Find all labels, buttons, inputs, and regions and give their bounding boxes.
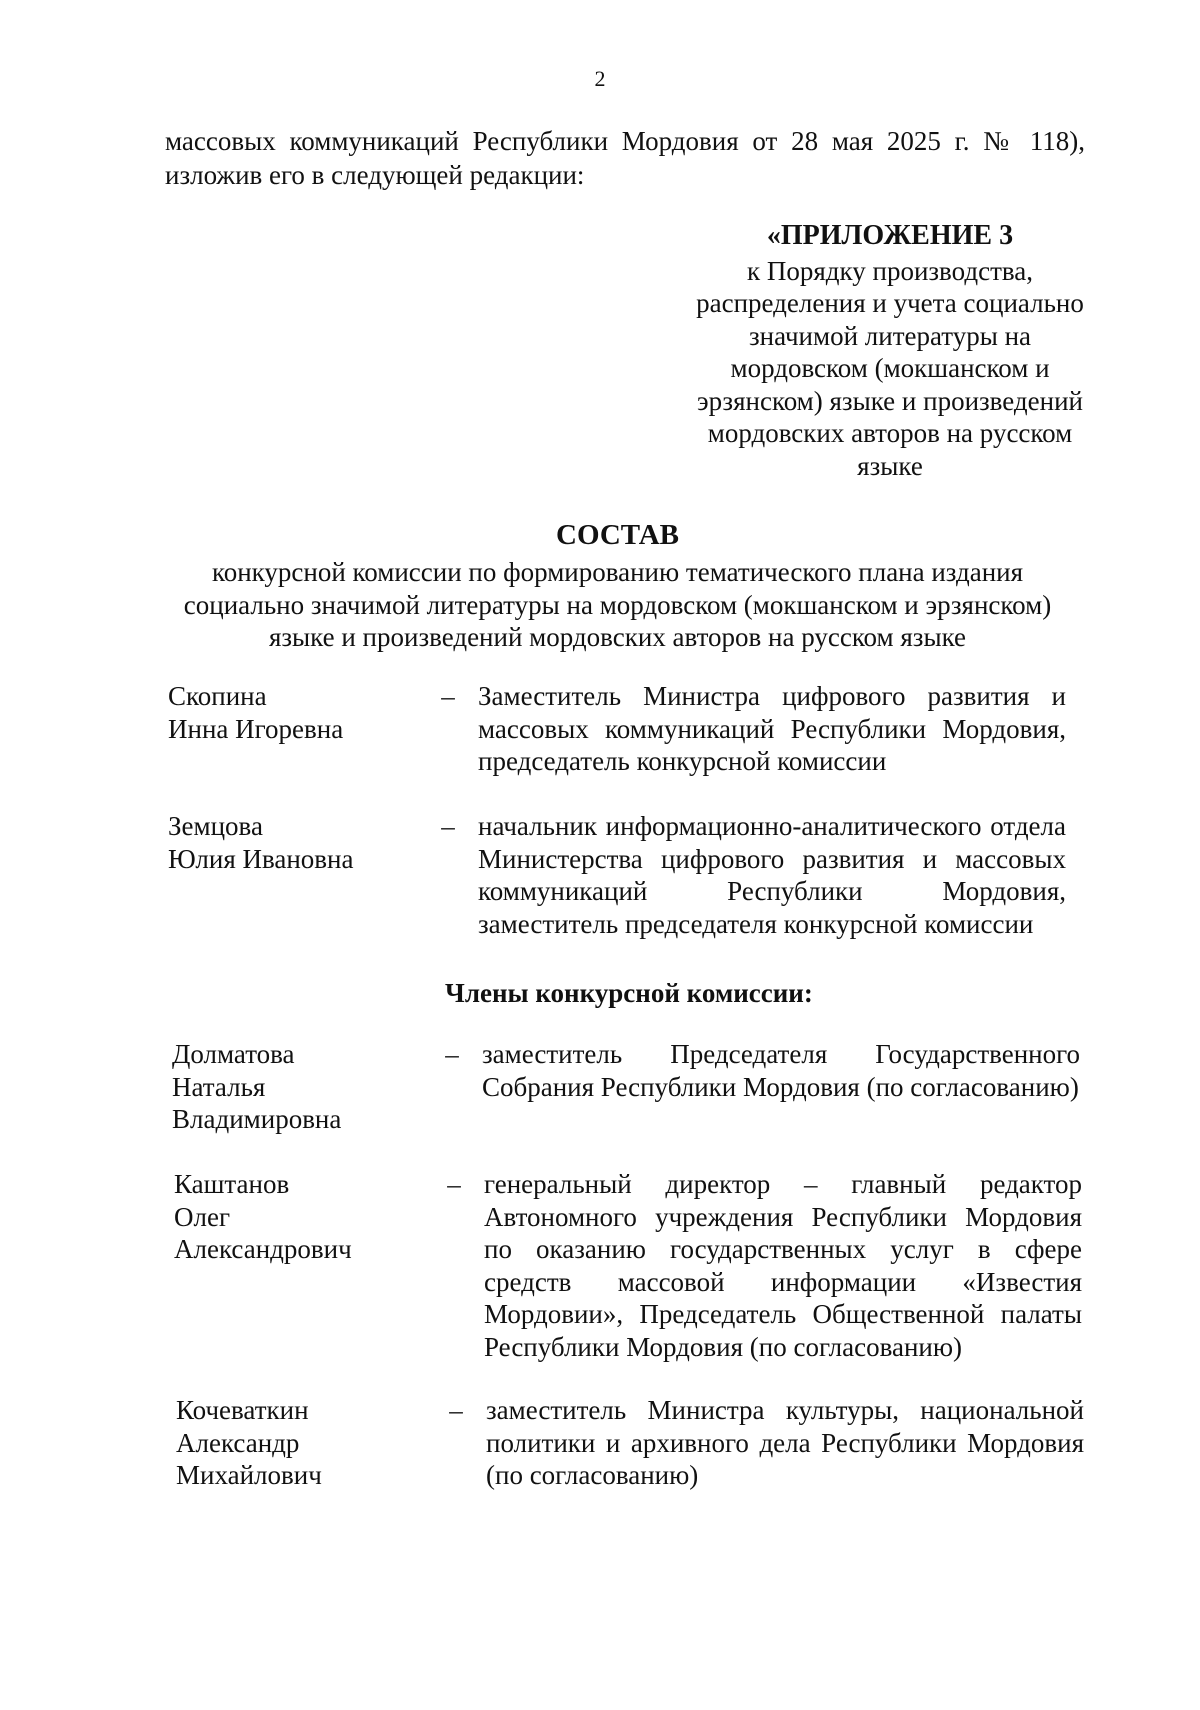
member-given-name: Олег <box>174 1201 231 1232</box>
member-surname: Долматова <box>172 1039 295 1069</box>
member-surname: Кочеваткин <box>176 1395 309 1425</box>
member-dash: – <box>445 1039 459 1069</box>
annex-line: мордовских авторов на русском <box>707 418 1073 448</box>
page-number: 2 <box>594 66 606 91</box>
composition-header <box>150 516 1085 654</box>
member-patronymic: Владимировна <box>172 1104 342 1134</box>
member-role: Заместитель Министра цифрового развития и массовых коммуникаций Республики Мордовия, председатель конкурсной комиссии <box>478 681 1066 776</box>
member-given-name: Александр <box>176 1427 300 1458</box>
member-dash: – <box>449 1395 463 1425</box>
annex-line: эрзянском) языке и произведений <box>697 385 1083 416</box>
composition-subtitle-line: конкурсной комиссии по формированию тематического плана издания <box>211 557 1024 587</box>
member-surname: Земцова <box>168 811 263 841</box>
member-name <box>168 810 408 875</box>
member-dash: – <box>441 681 455 711</box>
member-name <box>168 680 408 745</box>
annex-header <box>680 220 1100 482</box>
composition-subtitle-line: социально значимой литературы на мордовском (мокшанском и эрзянском) <box>183 589 1052 620</box>
annex-line: мордовском (мокшанском и <box>730 353 1050 383</box>
annex-line: значимой литературы на <box>748 320 1032 351</box>
member-patronymic: Михайлович <box>176 1460 322 1490</box>
member-role: начальник информационно-аналитического отдела Министерства цифрового развития и массовых коммуникаций Республики Мордовия, заместитель председателя конкурсной комиссии <box>478 811 1066 939</box>
member-role: заместитель Председателя Государственного Собрания Республики Мордовия (по согласованию) <box>482 1039 1080 1102</box>
member-name <box>176 1394 416 1492</box>
member-patronymic: Александрович <box>174 1234 352 1264</box>
composition-subtitle-line: языке и произведений мордовских авторов на русском языке <box>268 622 967 652</box>
member-name <box>174 1168 414 1266</box>
member-given-name: Наталья <box>172 1071 266 1102</box>
member-surname: Скопина <box>168 681 267 711</box>
composition-title: СОСТАВ <box>556 519 679 551</box>
intro-line: массовых коммуникаций Республики Мордовия от 28 мая 2025 г. № 118), <box>165 126 1085 156</box>
annex-title: «ПРИЛОЖЕНИЕ 3 <box>766 220 1014 251</box>
annex-line: языке <box>857 450 923 481</box>
intro-line: изложив его в следующей редакции: <box>165 160 585 190</box>
member-surname: Каштанов <box>174 1169 290 1199</box>
members-heading: Члены конкурсной комиссии: <box>445 978 813 1008</box>
annex-line: распределения и учета социально <box>696 288 1084 318</box>
member-given-name: Юлия Ивановна <box>168 843 354 874</box>
member-name <box>172 1038 412 1136</box>
member-dash: – <box>441 811 455 841</box>
member-role: генеральный директор – главный редактор Автономного учреждения Республики Мордовия по оказанию государственных услуг в сфере средств массовой информации «Известия Мордовии», Председатель Общественной палаты Республики Мордовия (по согласованию) <box>484 1169 1082 1362</box>
member-dash: – <box>447 1169 461 1199</box>
member-given-name: Инна Игоревна <box>168 713 344 744</box>
annex-line: к Порядку производства, <box>746 255 1033 286</box>
member-role: заместитель Министра культуры, национальной политики и архивного дела Республики Мордовия (по согласованию) <box>486 1395 1084 1490</box>
intro-paragraph <box>165 124 1085 192</box>
